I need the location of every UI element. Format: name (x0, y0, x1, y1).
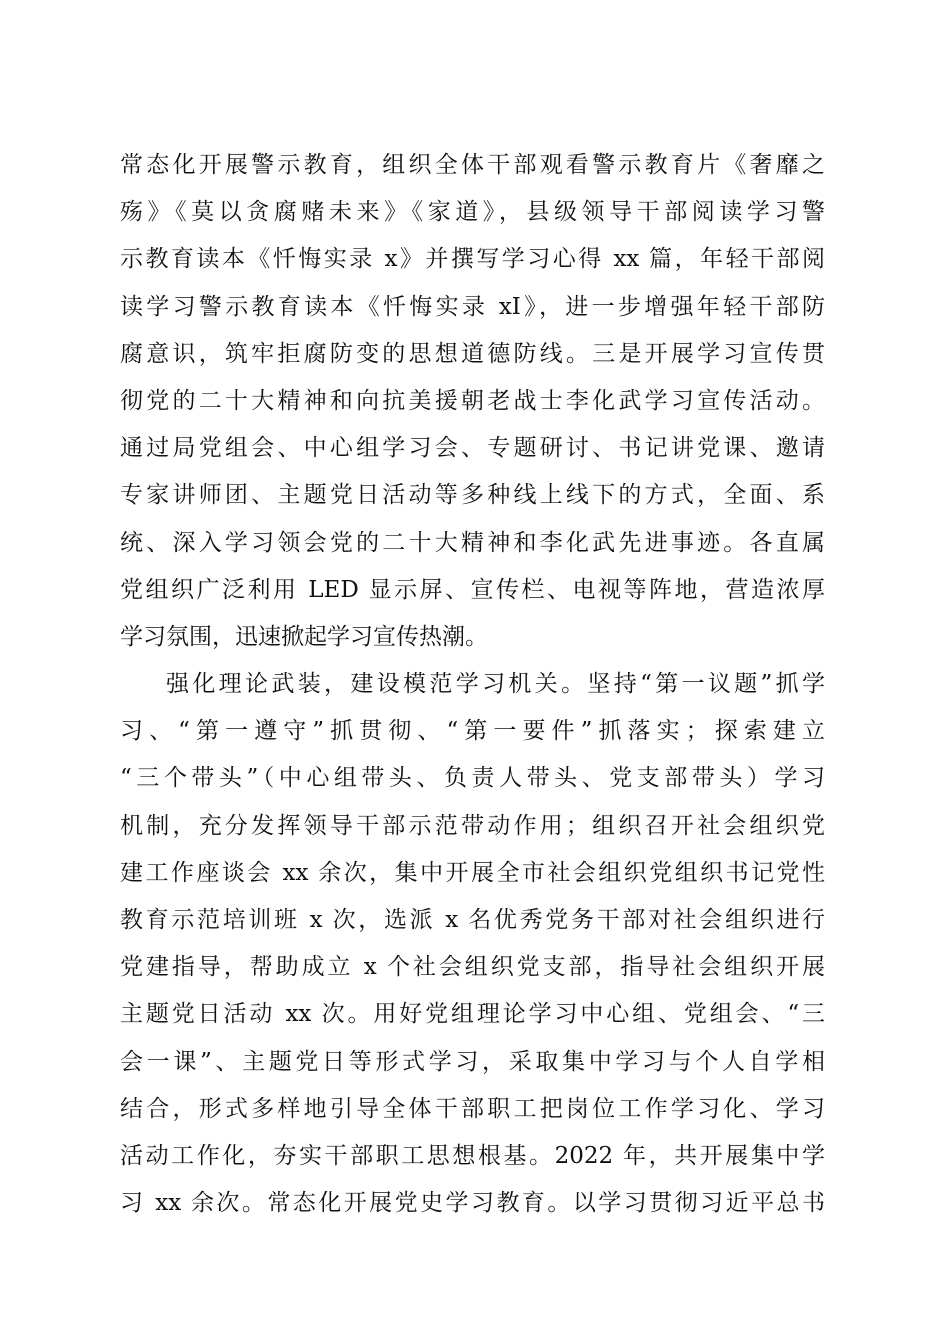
text-line: “三个带头”（中心组带头、负责人带头、党支部带头）学习 (120, 765, 825, 792)
text-line: 彻党的二十大精神和向抗美援朝老战士李化武学习宣传活动。 (120, 387, 825, 414)
text-line: 腐意识，筑牢拒腐防变的思想道德防线。三是开展学习宣传贯 (120, 340, 825, 367)
text-line: 殇》《莫以贪腐赌未来》《家道》，县级领导干部阅读学习警 (120, 199, 825, 226)
text-line: 通过局党组会、中心组学习会、专题研讨、书记讲党课、邀请 (120, 435, 825, 462)
text-line: 主题党日活动 xx 次。用好党组理论学习中心组、党组会、“三 (120, 1001, 825, 1028)
text-line: 党建指导，帮助成立 x 个社会组织党支部，指导社会组织开展 (120, 954, 825, 981)
text-line: 习、“第一遵守”抓贯彻、“第一要件”抓落实；探索建立 (120, 718, 825, 745)
text-line: 读学习警示教育读本《忏悔实录 xI》，进一步增强年轻干部防 (120, 293, 825, 320)
text-line: 机制，充分发挥领导干部示范带动作用；组织召开社会组织党 (120, 812, 825, 839)
document-body (120, 142, 825, 1227)
text-line: 会一课”、主题党日等形式学习，采取集中学习与个人自学相 (120, 1048, 825, 1075)
paragraph-theory-study (120, 661, 825, 1227)
text-line: 教育示范培训班 x 次，选派 x 名优秀党务干部对社会组织进行 (120, 907, 825, 933)
text-line: 示教育读本《忏悔实录 x》并撰写学习心得 xx 篇，年轻干部阅 (120, 246, 825, 273)
paragraph-warning-education (120, 142, 825, 661)
text-line: 建工作座谈会 xx 余次，集中开展全市社会组织党组织书记党性 (120, 859, 825, 886)
text-line: 结合，形式多样地引导全体干部职工把岗位工作学习化、学习 (120, 1095, 825, 1122)
text-line: 专家讲师团、主题党日活动等多种线上线下的方式，全面、系 (120, 482, 825, 509)
text-line: 党组织广泛利用 LED 显示屏、宣传栏、电视等阵地，营造浓厚 (120, 576, 825, 603)
text-line: 习 xx 余次。常态化开展党史学习教育。以学习贯彻习近平总书 (120, 1190, 825, 1217)
text-line: 学习氛围，迅速掀起学习宣传热潮。 (120, 623, 488, 650)
text-line: 常态化开展警示教育，组织全体干部观看警示教育片《奢靡之 (120, 152, 825, 178)
text-line: 统、深入学习领会党的二十大精神和李化武先进事迹。各直属 (120, 529, 825, 556)
text-line: 强化理论武装，建设模范学习机关。坚持“第一议题”抓学 (166, 671, 825, 698)
text-line: 活动工作化，夯实干部职工思想根基。2022 年，共开展集中学 (120, 1142, 825, 1169)
